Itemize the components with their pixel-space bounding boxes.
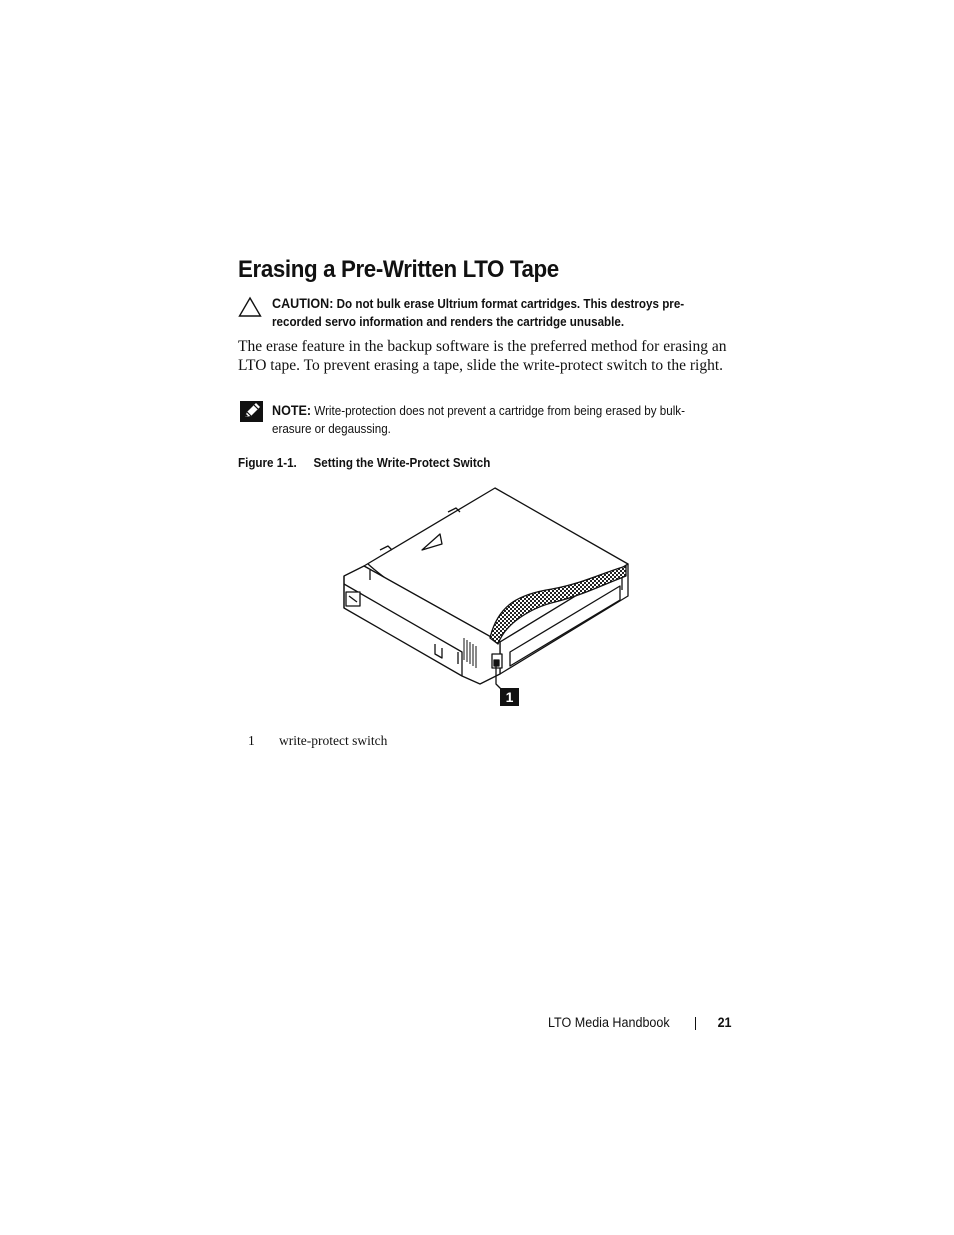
legend-text: write-protect switch [279,733,388,748]
note-callout [272,402,709,438]
callout-number: 1 [505,689,514,705]
footer-book-title: LTO Media Handbook [548,1015,670,1030]
figure-number: Figure 1-1. [238,456,297,470]
lto-cartridge-illustration [330,484,640,714]
figure-caption [238,456,490,470]
page-title: Erasing a Pre-Written LTO Tape [238,256,559,283]
page-number: 21 [717,1015,732,1030]
note-label: NOTE: [272,403,312,418]
caution-icon [238,296,262,318]
pencil-note-icon [240,401,263,422]
footer-separator: | [693,1015,698,1030]
caution-label: CAUTION: [272,296,334,311]
caution-message: Do not bulk erase Ultrium format cartridges. This destroys pre-recorded servo information and renders the cartridge unusable. [272,297,685,329]
figure-title: Setting the Write-Protect Switch [313,456,491,470]
legend-number: 1 [248,733,255,748]
note-message: Write-protection does not prevent a cartridge from being erased by bulk-erasure or degaussing. [272,404,685,436]
page-footer [548,1015,732,1030]
figure-legend [248,733,387,749]
caution-callout [272,295,709,331]
body-paragraph: The erase feature in the backup software is the preferred method for erasing an LTO tape. To prevent erasing a tape, slide the write-protect switch to the right. [238,338,727,374]
